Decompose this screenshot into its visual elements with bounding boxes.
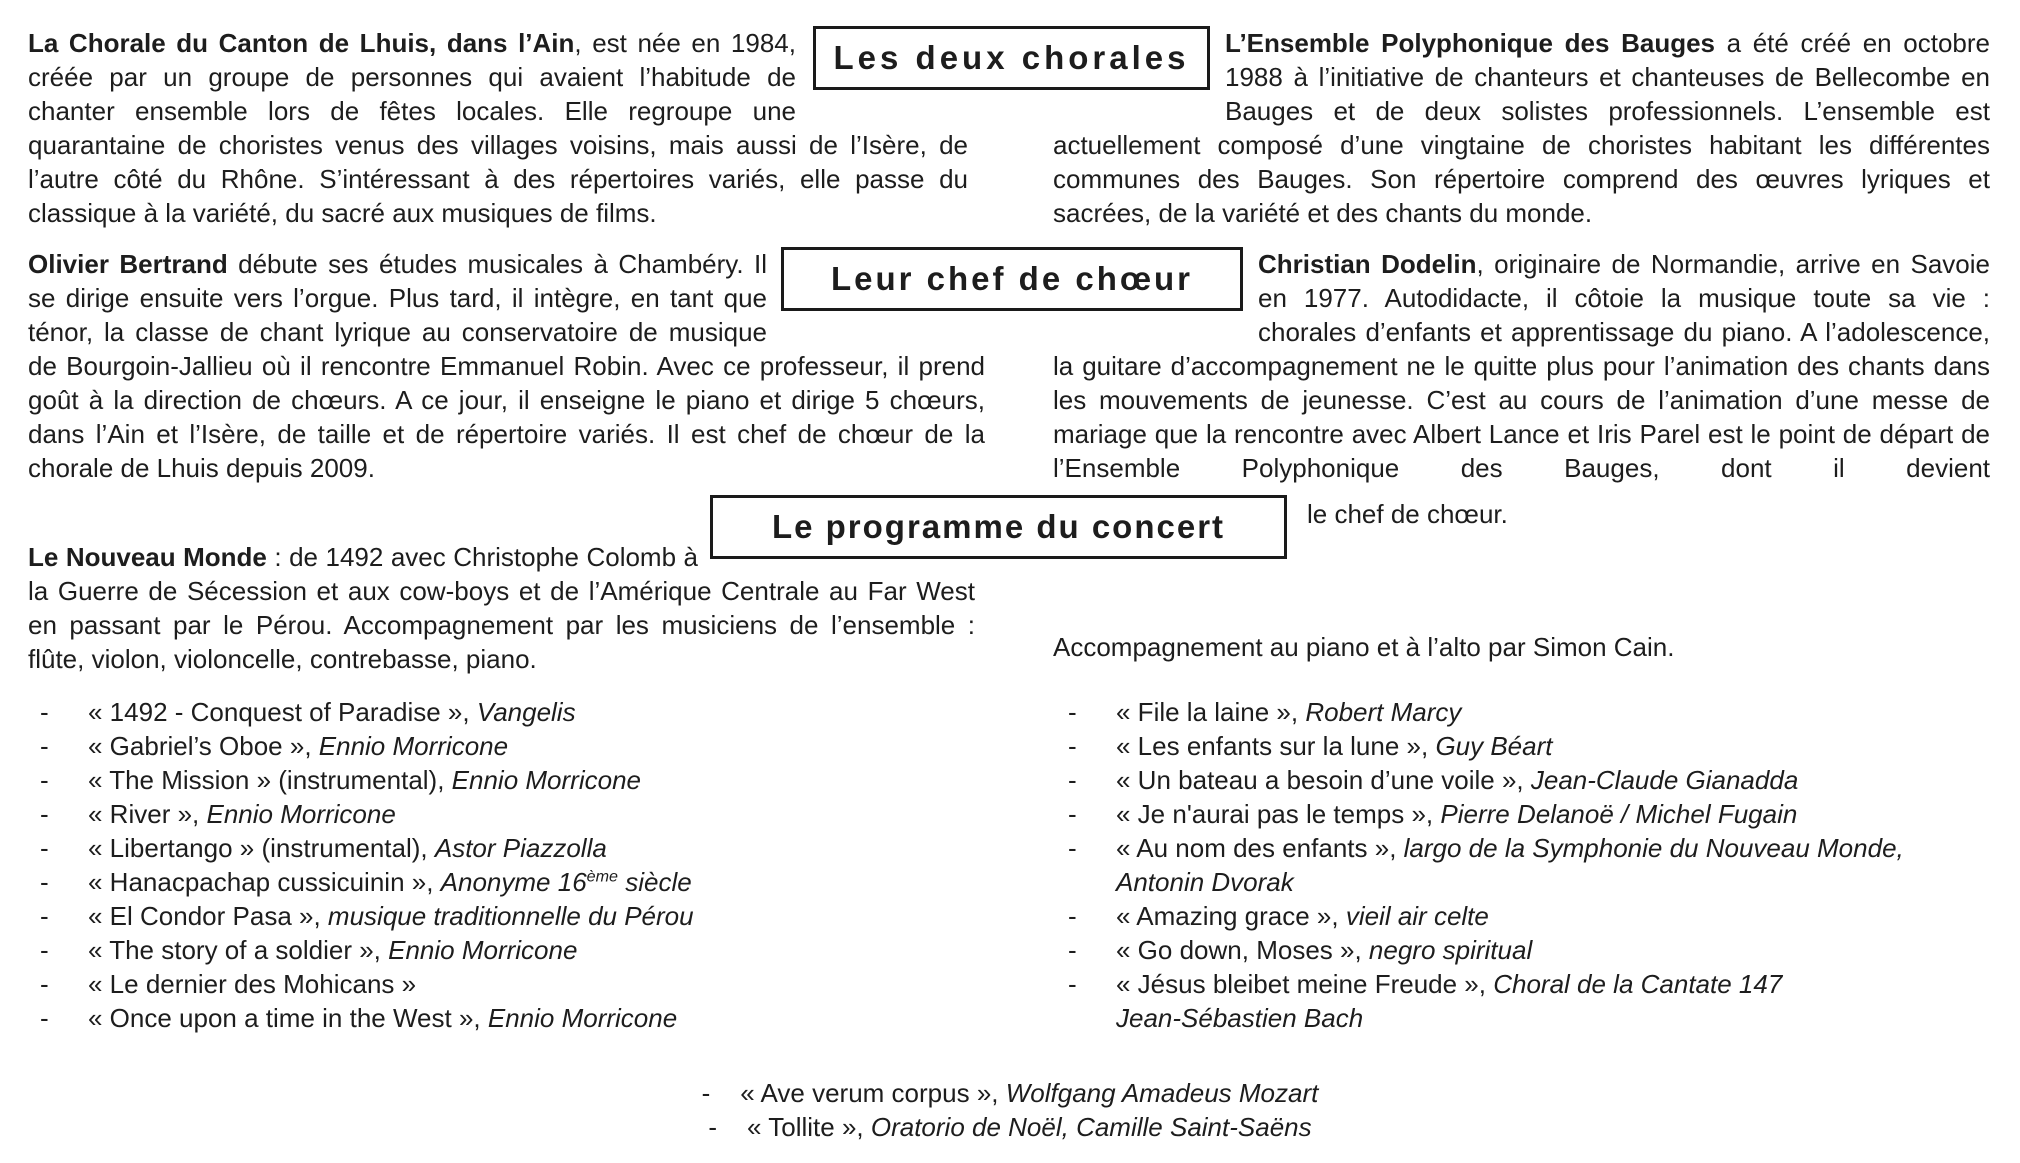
paragraph-body: débute ses études musicales à Chambéry. Il se dirige ensuite vers l’orgue. Plus tard, il intègre, en tant que ténor, la classe de chant lyrique au conservatoire de musique de Bourgoin-Jallieu où il rencontre Emmanuel Robin. Avec ce professeur, il prend goût à la direction de chœurs. A ce jour, il enseigne le piano et dirige 5 chœurs, dans l’Ain et l’Isère, de taille et de répertoire variés. Il est chef de chœur de la chorale de Lhuis depuis 2009. (28, 249, 985, 483)
list-dash: - (1068, 935, 1077, 965)
list-dash: - (1068, 731, 1077, 761)
program-item-text: « The Mission » (instrumental), Ennio Morricone (88, 765, 641, 795)
program-item-text: « The story of a soldier », Ennio Morricone (88, 935, 578, 965)
program-item (40, 1001, 975, 1035)
list-dash: - (40, 731, 49, 761)
program-item (40, 899, 975, 933)
program-item (40, 797, 975, 831)
program-list-right (1068, 695, 1993, 1035)
program-item (40, 695, 975, 729)
section-title-text: Leur chef de chœur (830, 260, 1194, 297)
list-dash: - (1068, 765, 1077, 795)
program-item (1068, 899, 1993, 933)
paragraph-body: , originaire de Normandie, arrive en Savoie en 1977. Autodidacte, il côtoie la musique toute sa vie : chorales d’enfants et apprentissage du piano. A l’adolescence, la guitare d’accompagnement ne le quitte plus pour l’animation des chants dans les mouvements de jeunesse. C’est au cours de l’animation d’une messe de mariage que la rencontre avec Albert Lance et Iris Parel est le point de départ de l’Ensemble Polyphonique des Bauges, dont il devient (1053, 249, 1990, 483)
paragraph-christian-dodelin (1053, 247, 1990, 485)
program-item-text: « Ave verum corpus », Wolfgang Amadeus Mozart (740, 1078, 1319, 1108)
paragraph-lead: La Chorale du Canton de Lhuis, dans l’Ain (28, 28, 575, 58)
program-item (1068, 763, 1993, 797)
program-item-text: « Once upon a time in the West », Ennio Morricone (88, 1003, 678, 1033)
program-item (0, 1110, 2020, 1144)
wrap-spacer (1053, 247, 1258, 317)
program-item-text: « Gabriel’s Oboe », Ennio Morricone (88, 731, 509, 761)
paragraph-body: , est née en 1984, créée par un groupe de personnes qui avaient l’habitude de chanter ensemble lors de fêtes locales. Elle regroupe une quarantaine de choristes venus des villages voisins, mais aussi de l’Isère, de l’autre côté du Rhône. S’intéressant à des répertoires variés, elle passe du classique à la variété, du sacré aux musiques de films. (28, 28, 968, 228)
program-item-text: « File la laine », Robert Marcy (1116, 697, 1462, 727)
list-dash: - (40, 901, 49, 931)
section-title-text: Les deux chorales (833, 39, 1190, 76)
program-item-text: « Amazing grace », vieil air celte (1116, 901, 1489, 931)
paragraph-lead: L’Ensemble Polyphonique des Bauges (1225, 28, 1715, 58)
paragraph-body: : de 1492 avec Christophe Colomb à la Guerre de Sécession et aux cow-boys et de l’Amérique Centrale au Far West en passant par le Pérou. Accompagnement par les musiciens de l’ensemble : flûte, violon, violoncelle, contrebasse, piano. (28, 542, 975, 674)
program-item-text: « Les enfants sur la lune », Guy Béart (1116, 731, 1553, 761)
list-dash: - (701, 1078, 711, 1108)
program-item-text: « Le dernier des Mohicans » (88, 969, 417, 999)
paragraph-christian-dodelin-tail: le chef de chœur. (1307, 499, 1508, 529)
paragraph-chorale-lhuis (28, 26, 968, 230)
program-item-text: « Je n'aurai pas le temps », Pierre Delanoë / Michel Fugain (1116, 799, 1798, 829)
list-dash: - (40, 969, 49, 999)
wrap-spacer (767, 247, 985, 317)
list-dash: - (40, 1003, 49, 1033)
program-item (40, 865, 975, 899)
program-item-text: « Un bateau a besoin d’une voile », Jean-Claude Gianadda (1116, 765, 1799, 795)
list-dash: - (40, 697, 49, 727)
program-item-text: « Jésus bleibet meine Freude », Choral de la Cantate 147 Jean-Sébastien Bach (1116, 969, 1783, 1033)
list-dash: - (40, 799, 49, 829)
program-item (1068, 933, 1993, 967)
program-item-text: « Go down, Moses », negro spiritual (1116, 935, 1533, 965)
program-item (40, 967, 975, 1001)
list-dash: - (40, 833, 49, 863)
paragraph-nouveau-monde (28, 540, 975, 676)
program-list-left (40, 695, 975, 1035)
list-dash: - (708, 1112, 718, 1142)
wrap-spacer (1053, 26, 1225, 96)
list-dash: - (1068, 969, 1077, 999)
program-item (40, 729, 975, 763)
program-item (1068, 797, 1993, 831)
wrap-spacer (698, 540, 975, 570)
program-item (40, 763, 975, 797)
paragraph-lead: Olivier Bertrand (28, 249, 228, 279)
program-item-text: « Au nom des enfants », largo de la Symphonie du Nouveau Monde, Antonin Dvorak (1116, 833, 1904, 897)
paragraph-accompagnement-alto: Accompagnement au piano et à l’alto par Simon Cain. (1053, 632, 1675, 662)
program-item (1068, 967, 1993, 1035)
list-dash: - (1068, 901, 1077, 931)
program-list-bottom (0, 1076, 2020, 1144)
list-dash: - (1068, 697, 1077, 727)
list-dash: - (1068, 833, 1077, 863)
program-item (40, 933, 975, 967)
program-item (1068, 831, 1993, 899)
program-item-text: « Libertango » (instrumental), Astor Piazzolla (88, 833, 607, 863)
list-dash: - (40, 765, 49, 795)
program-item-text: « Hanacpachap cussicuinin », Anonyme 16ème siècle (88, 867, 692, 897)
section-title-text: Le programme du concert (771, 508, 1226, 545)
paragraph-lead: Le Nouveau Monde (28, 542, 267, 572)
program-item (40, 831, 975, 865)
list-dash: - (40, 935, 49, 965)
paragraph-olivier-bertrand (28, 247, 985, 485)
program-item (1068, 695, 1993, 729)
program-item (0, 1076, 2020, 1110)
program-item-text: « Tollite », Oratorio de Noël, Camille Saint-Saëns (747, 1112, 1312, 1142)
program-item-text: « 1492 - Conquest of Paradise », Vangelis (88, 697, 576, 727)
paragraph-body: a été créé en octobre 1988 à l’initiative de chanteurs et chanteuses de Bellecombe en Bauges et de deux solistes professionnels. L’ensemble est actuellement composé d’une vingtaine de choristes habitant les différentes communes des Bauges. Son répertoire comprend des œuvres lyriques et sacrées, de la variété et des chants du monde. (1053, 28, 1990, 228)
program-item-text: « El Condor Pasa », musique traditionnelle du Pérou (88, 901, 694, 931)
paragraph-ensemble-bauges (1053, 26, 1990, 230)
program-item (1068, 729, 1993, 763)
program-item-text: « River », Ennio Morricone (88, 799, 396, 829)
list-dash: - (1068, 799, 1077, 829)
paragraph-lead: Christian Dodelin (1258, 249, 1477, 279)
wrap-spacer (796, 26, 968, 96)
list-dash: - (40, 867, 49, 897)
